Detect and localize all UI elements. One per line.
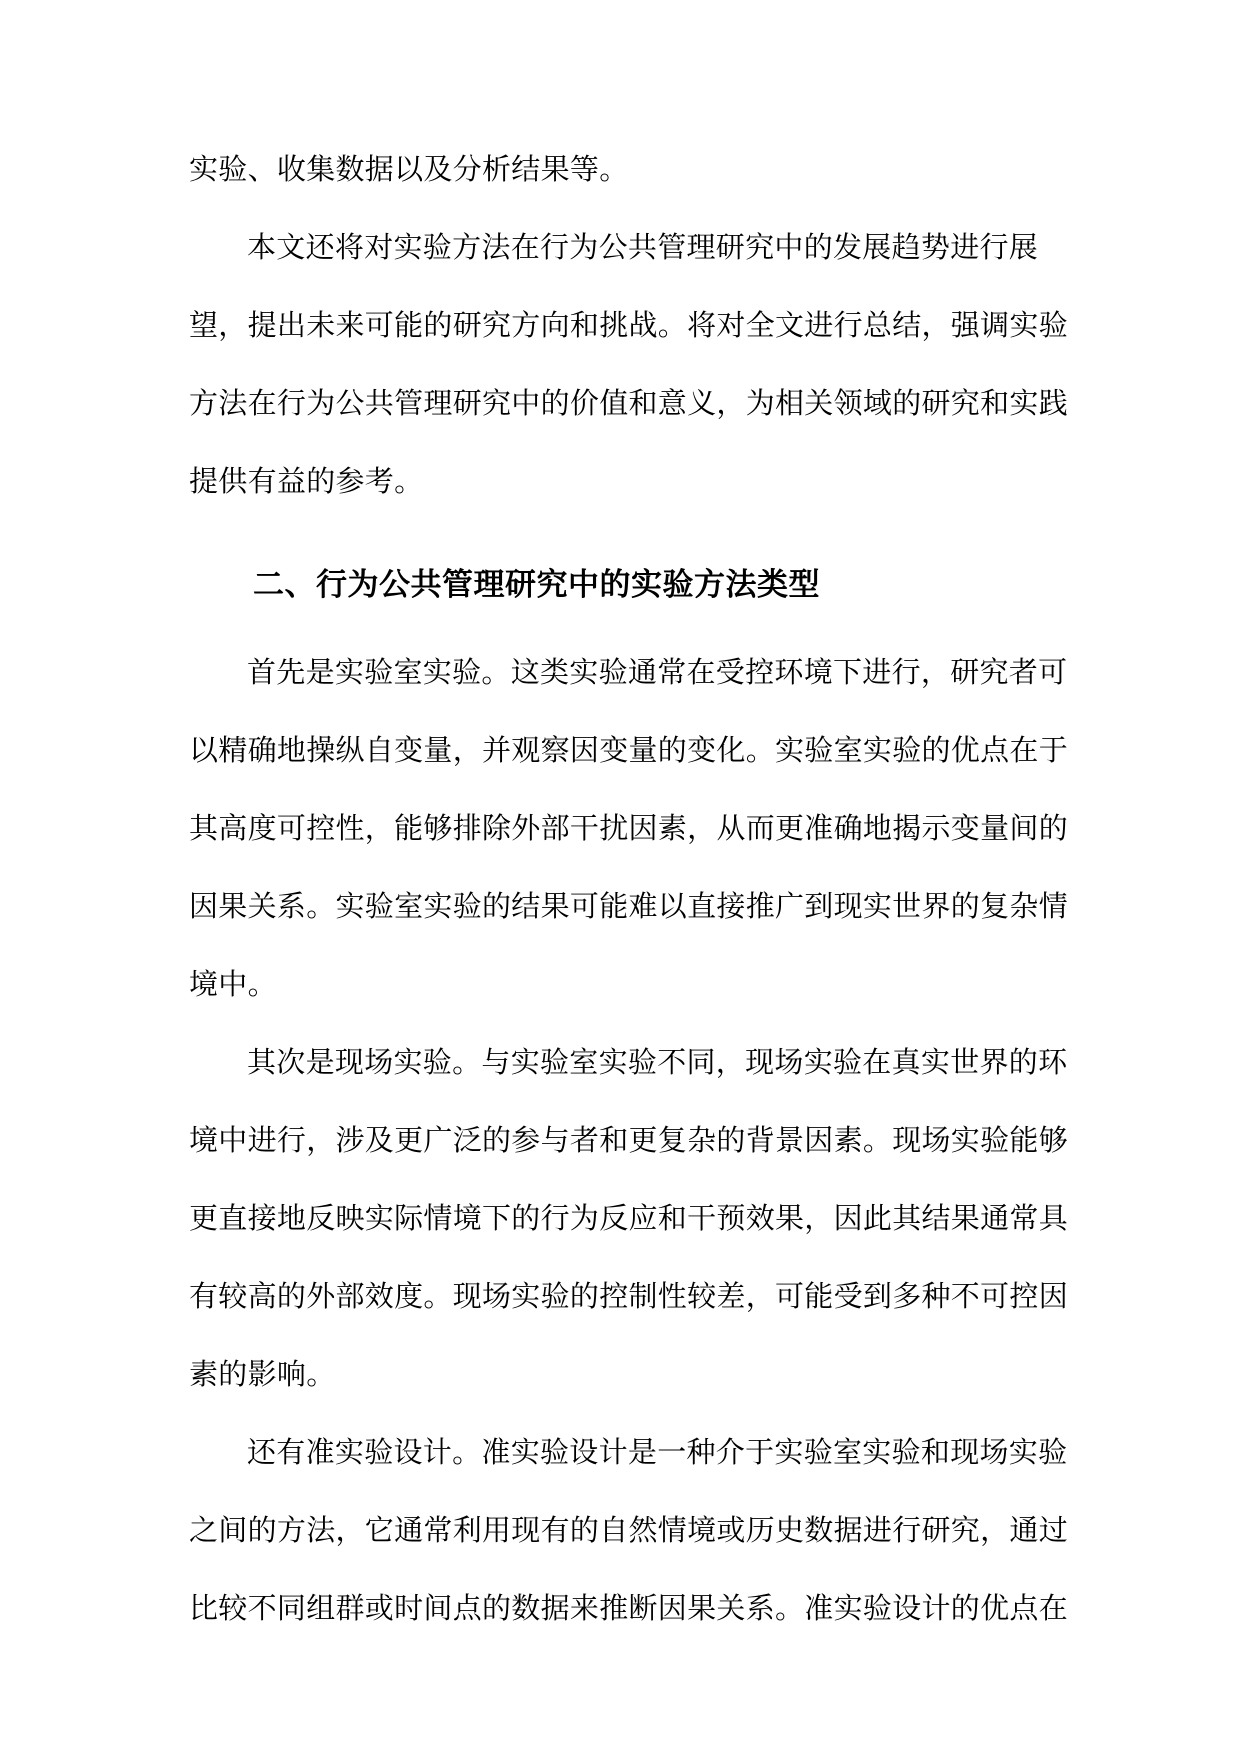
paragraph-line: 其高度可控性，能够排除外部干扰因素，从而更准确地揭示变量间的 xyxy=(189,811,1069,845)
paragraph-line: 有较高的外部效度。现场实验的控制性较差，可能受到多种不可控因 xyxy=(189,1279,1069,1313)
paragraph-line: 其次是现场实验。与实验室实验不同，现场实验在真实世界的环 xyxy=(247,1045,1068,1079)
paragraph-line: 望，提出未来可能的研究方向和挑战。将对全文进行总结，强调实验 xyxy=(189,308,1069,342)
paragraph-line: 比较不同组群或时间点的数据来推断因果关系。准实验设计的优点在 xyxy=(189,1591,1069,1625)
paragraph-line: 实验、收集数据以及分析结果等。 xyxy=(189,152,629,186)
paragraph-line: 首先是实验室实验。这类实验通常在受控环境下进行，研究者可 xyxy=(247,655,1068,689)
section-heading: 二、行为公共管理研究中的实验方法类型 xyxy=(253,567,820,603)
paragraph-line: 因果关系。实验室实验的结果可能难以直接推广到现实世界的复杂情 xyxy=(189,889,1069,923)
paragraph-line: 以精确地操纵自变量，并观察因变量的变化。实验室实验的优点在于 xyxy=(189,733,1069,767)
paragraph-line: 更直接地反映实际情境下的行为反应和干预效果，因此其结果通常具 xyxy=(189,1201,1069,1235)
paragraph-line: 境中进行，涉及更广泛的参与者和更复杂的背景因素。现场实验能够 xyxy=(189,1123,1069,1157)
paragraph-line: 本文还将对实验方法在行为公共管理研究中的发展趋势进行展 xyxy=(247,230,1039,264)
paragraph-line: 方法在行为公共管理研究中的价值和意义，为相关领域的研究和实践 xyxy=(189,386,1069,420)
paragraph-line: 素的影响。 xyxy=(189,1357,336,1391)
paragraph-line: 之间的方法，它通常利用现有的自然情境或历史数据进行研究，通过 xyxy=(189,1513,1069,1547)
paragraph-line: 提供有益的参考。 xyxy=(189,464,424,498)
paragraph-line: 还有准实验设计。准实验设计是一种介于实验室实验和现场实验 xyxy=(247,1435,1068,1469)
paragraph-line: 境中。 xyxy=(189,967,277,1001)
